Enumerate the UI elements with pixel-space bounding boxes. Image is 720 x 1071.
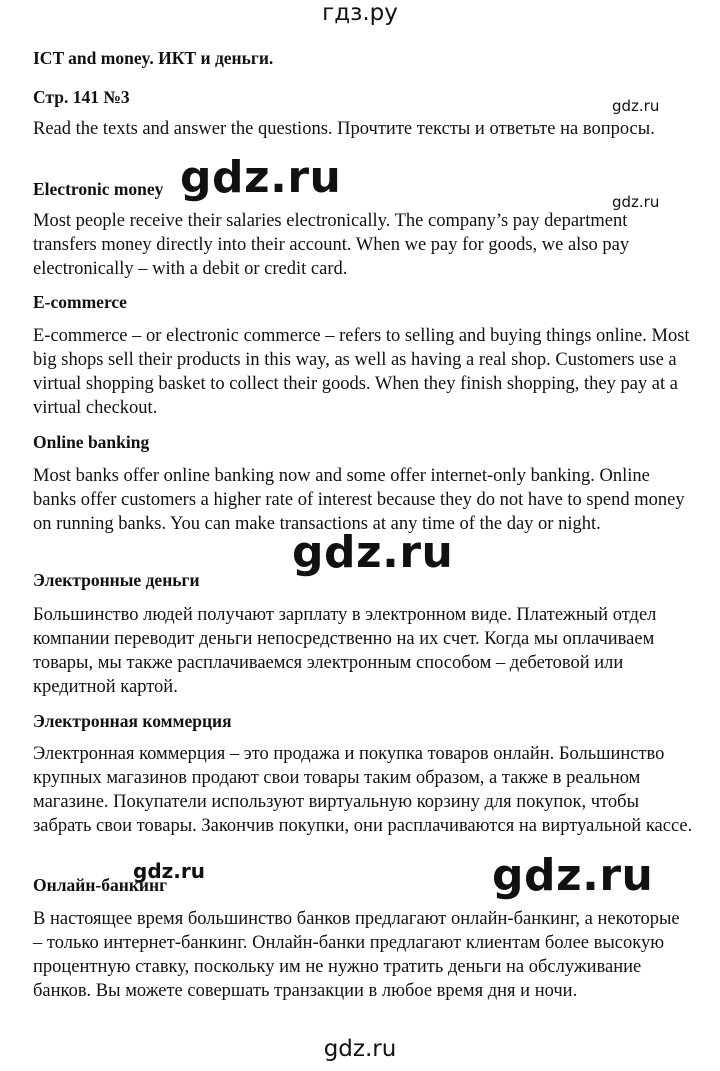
watermark-large: gdz.ru: [180, 152, 342, 203]
section-text-online-banking-ru: В настоящее время большинство банков предлагают онлайн-банкинг, а некоторые – только интернет-банкинг. Онлайн-банки предлагают клиентам более высокую процентную ставку, поскольку им не нужно тратить деньги на обслуживание банков. Вы можете совершать транзакции в любое время дня и ночи.: [33, 909, 680, 1001]
watermark-large: gdz.ru: [292, 527, 454, 578]
section-heading-electronic-money-ru: Электронные деньги: [33, 570, 200, 590]
site-footer: gdz.ru: [323, 1036, 397, 1062]
section-heading-electronic-money: Electronic money: [33, 179, 164, 199]
task-instruction: Read the texts and answer the questions. Прочтите тексты и ответьте на вопросы.: [33, 119, 655, 139]
page-title: ICT and money. ИКТ и деньги.: [33, 48, 274, 68]
section-heading-online-banking: Online banking: [33, 432, 150, 452]
watermark-medium: gdz.ru: [133, 859, 205, 883]
site-header: гдз.ру: [322, 0, 398, 26]
section-text-electronic-money: Most people receive their salaries electronically. The company’s pay department transfers money directly into their account. When we pay for goods, we also pay electronically – with a debit or credit card.: [33, 211, 630, 279]
watermark-small: gdz.ru: [612, 193, 660, 211]
section-text-electronic-money-ru: Большинство людей получают зарплату в электронном виде. Платежный отдел компании переводит деньги непосредственно на их счет. Когда мы оплачиваем товары, мы также расплачиваемся электронным способом – дебетовой или кредитной картой.: [33, 605, 657, 697]
section-text-e-commerce-ru: Электронная коммерция – это продажа и покупка товаров онлайн. Большинство крупных магазинов продают свои товары таким образом, а также в реальном магазине. Покупатели используют виртуальную корзину для покупок, чтобы забрать свои товары. Закончив покупки, они расплачиваются на виртуальной кассе.: [33, 744, 693, 836]
section-text-online-banking: Most banks offer online banking now and some offer internet-only banking. Online banks offer customers a higher rate of interest because they do not have to spend money on running banks. You can make transactions at any time of the day or night.: [33, 466, 685, 534]
section-heading-online-banking-ru: Онлайн-банкинг: [33, 875, 168, 895]
watermark-large: gdz.ru: [492, 850, 654, 901]
watermark-small: gdz.ru: [612, 97, 660, 115]
section-heading-e-commerce: E-commerce: [33, 292, 127, 312]
section-text-e-commerce: E-commerce – or electronic commerce – refers to selling and buying things online. Most big shops sell their products in this way, as well as having a real shop. Customers use a virtual shopping basket to collect their goods. When they finish shopping, they pay at a virtual checkout.: [33, 326, 690, 418]
page-reference: Стр. 141 №3: [33, 87, 130, 107]
section-heading-e-commerce-ru: Электронная коммерция: [33, 711, 232, 731]
